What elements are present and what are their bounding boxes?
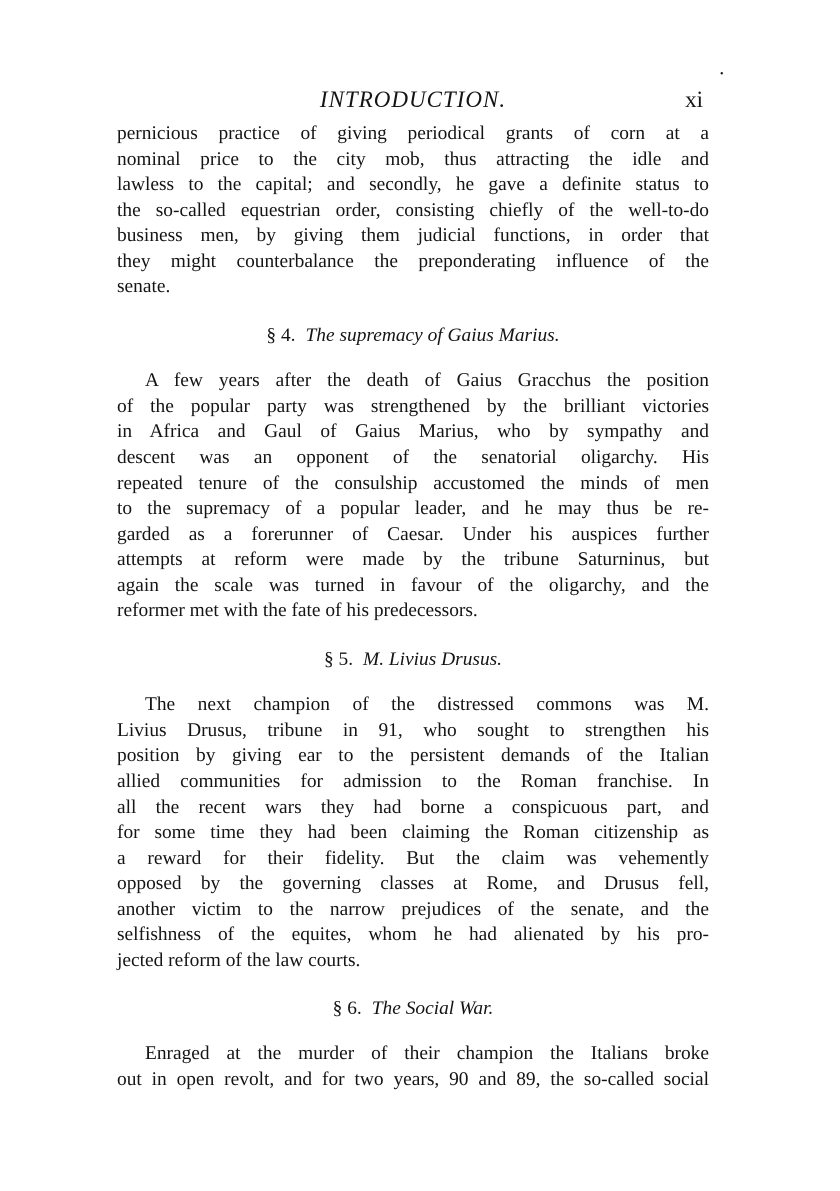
stray-ink-mark: • (720, 69, 724, 80)
text-line: all the recent wars they had borne a conspicuous part, and (117, 796, 709, 818)
section-heading-4 (117, 323, 709, 349)
text-line: A few years after the death of Gaius Gracchus the position (145, 370, 709, 392)
section-title: The supremacy of Gaius Marius. (305, 324, 560, 346)
text-line: business men, by giving them judicial functions, in order that (117, 225, 709, 247)
text-line: of the popular party was strengthened by the brilliant victories (117, 395, 709, 417)
text-line: the so-called equestrian order, consisting chiefly of the well-to-do (117, 199, 709, 221)
text-line: lawless to the capital; and secondly, he gave a definite status to (117, 174, 709, 196)
text-line: jected reform of the law courts. (117, 949, 361, 971)
text-line: descent was an opponent of the senatorial oligarchy. His (117, 447, 709, 469)
text-line: a reward for their fidelity. But the claim was vehemently (117, 847, 709, 869)
section-heading-6 (117, 996, 709, 1022)
book-page (117, 69, 724, 1092)
running-title: INTRODUCTION. (319, 87, 507, 112)
text-line: position by giving ear to the persistent demands of the Italian (117, 745, 709, 767)
text-line: out in open revolt, and for two years, 90 and 89, the so-called social (117, 1068, 709, 1090)
section-number: § 5. (323, 648, 354, 670)
text-line: The next champion of the distressed commons was M. (145, 694, 709, 716)
text-line: pernicious practice of giving periodical grants of corn at a (117, 123, 709, 144)
paragraph-gracchus-reforms (117, 121, 709, 300)
text-line: repeated tenure of the consulship accustomed the minds of men (117, 472, 709, 494)
text-line: nominal price to the city mob, thus attracting the idle and (117, 148, 709, 170)
section-number: § 4. (266, 324, 296, 346)
paragraph-drusus (117, 692, 709, 973)
section-number: § 6. (332, 998, 362, 1020)
section-title: M. Livius Drusus. (363, 648, 503, 670)
section-title: The Social War. (371, 998, 494, 1020)
text-line: opposed by the governing classes at Rome, and Drusus fell, (117, 873, 709, 895)
text-line: senate. (117, 276, 171, 298)
text-line: Enraged at the murder of their champion the Italians broke (145, 1042, 709, 1064)
paragraph-marius (117, 368, 709, 623)
text-line: reformer met with the fate of his predecessors. (117, 600, 478, 622)
text-line: selfishness of the equites, whom he had alienated by his pro- (117, 924, 709, 946)
full-paragraph-text (117, 1092, 118, 1093)
text-line: again the scale was turned in favour of the oligarchy, and the (117, 574, 709, 596)
text-line: allied communities for admission to the Roman franchise. In (117, 771, 709, 793)
text-line: for some time they had been claiming the Roman citizenship as (117, 822, 709, 844)
text-line: to the supremacy of a popular leader, and he may thus be re- (117, 498, 709, 520)
paragraph-social-war (117, 1041, 709, 1092)
text-line: they might counterbalance the preponderating influence of the (117, 250, 709, 272)
text-line: Livius Drusus, tribune in 91, who sought to strengthen his (117, 719, 709, 741)
running-head (117, 69, 724, 118)
paragraph-text (117, 1092, 118, 1093)
text-line: garded as a forerunner of Caesar. Under his auspices further (117, 523, 709, 545)
page-number: xi (685, 87, 703, 112)
text-line: another victim to the narrow prejudices of the senate, and the (117, 898, 709, 920)
section-heading-5 (117, 647, 709, 673)
text-line: in Africa and Gaul of Gaius Marius, who by sympathy and (117, 421, 709, 443)
text-line: attempts at reform were made by the tribune Saturninus, but (117, 549, 709, 571)
